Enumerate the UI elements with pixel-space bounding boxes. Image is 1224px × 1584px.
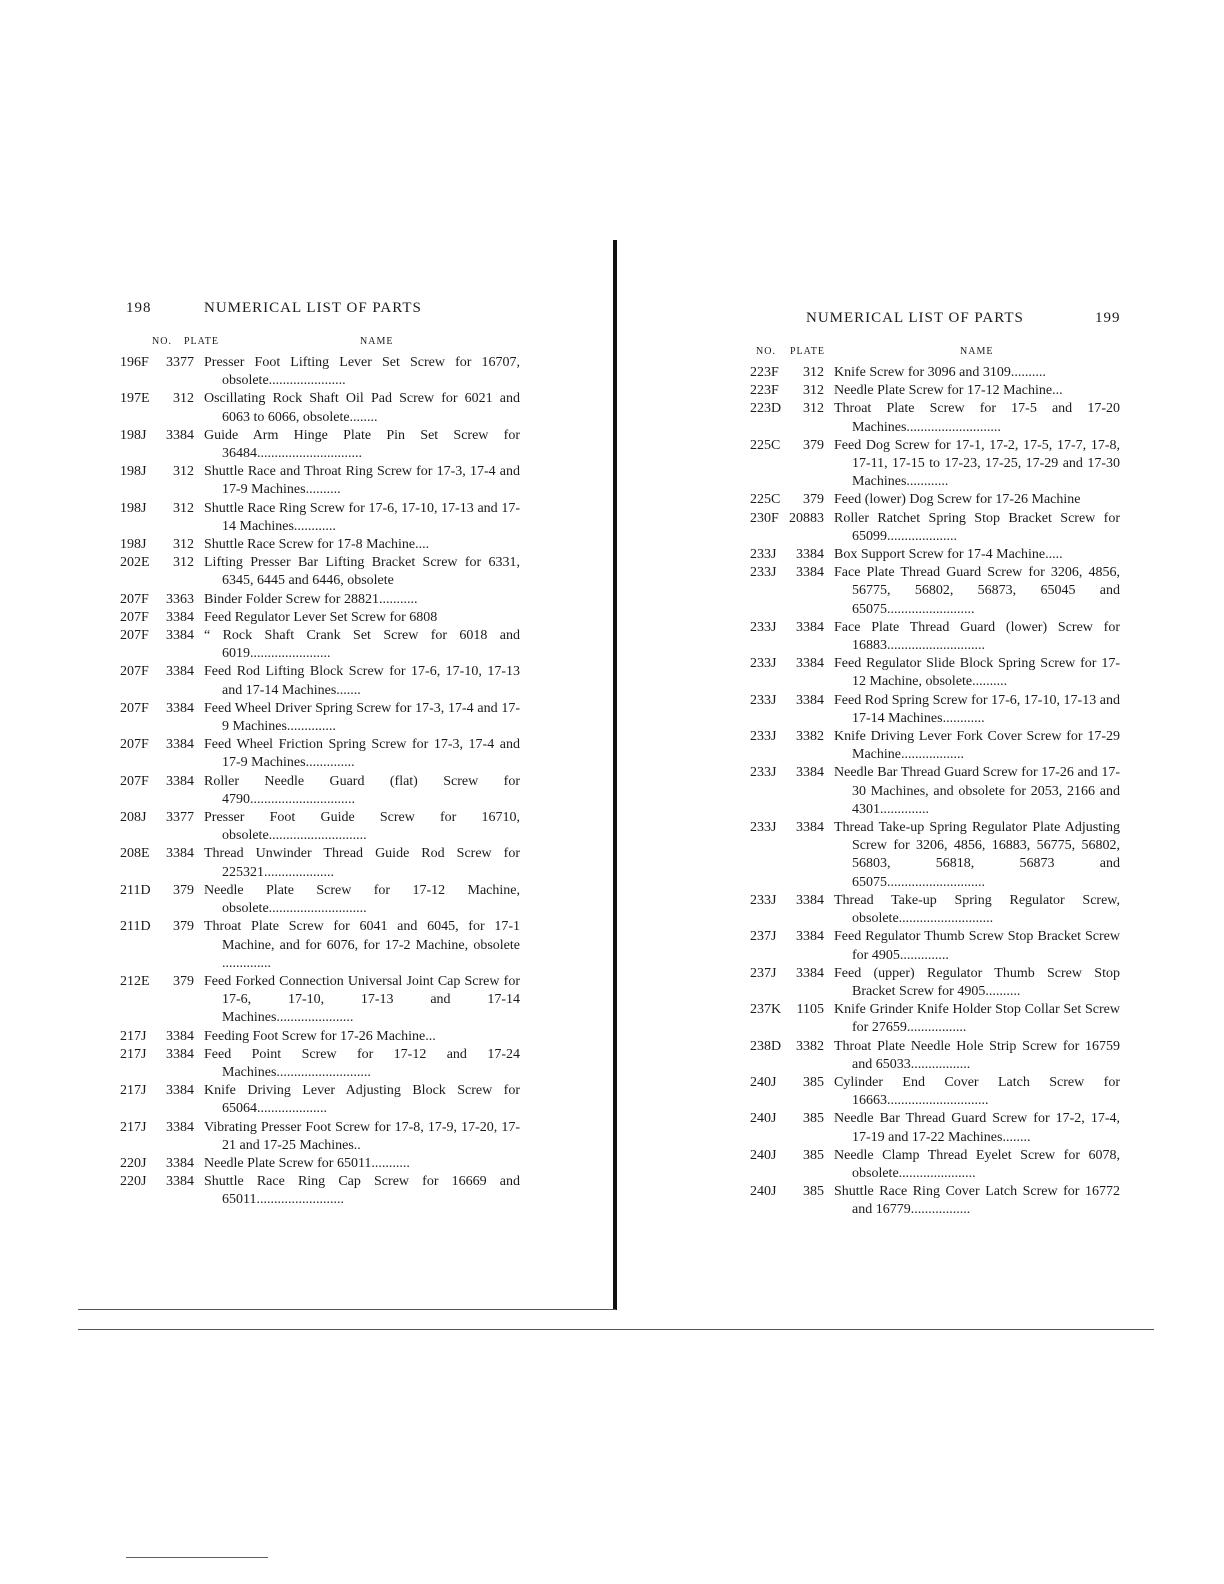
list-item: [120, 554, 520, 590]
col-plate: PLATE: [790, 346, 825, 357]
col-no: NO.: [152, 336, 172, 347]
list-item: [120, 500, 520, 536]
plate-number: 312: [173, 537, 194, 553]
plate-number: 3384: [166, 1046, 194, 1062]
part-name: Feed Regulator Slide Block Spring Screw for 17-12 Machine, obsolete..........: [834, 656, 1120, 690]
part-number: 238D: [750, 1038, 782, 1054]
plate-number: 312: [173, 464, 194, 480]
part-name: Feeding Foot Screw for 17-26 Machine...: [204, 1028, 436, 1044]
left-page: [120, 300, 520, 1210]
list-item: [750, 546, 1120, 564]
list-item: [120, 663, 520, 699]
part-number: 198J: [120, 500, 147, 516]
col-name: NAME: [960, 346, 994, 357]
plate-number: 379: [173, 973, 194, 989]
part-number: 202E: [120, 555, 150, 571]
part-name: Presser Foot Lifting Lever Set Screw for 16707, obsolete......................: [204, 355, 520, 389]
right-page-header: [750, 310, 1120, 338]
part-name: Thread Take-up Spring Regulator Plate Adjusting Screw for 3206, 4856, 16883, 56775, 56802, 56803, 56818, 56873 and 65075............................: [834, 820, 1120, 890]
part-number: 233J: [750, 692, 777, 708]
part-name: Feed Regulator Thumb Screw Stop Bracket Screw for 4905..............: [834, 929, 1120, 963]
part-name: Roller Needle Guard (flat) Screw for 4790..............................: [204, 773, 520, 807]
part-name: Needle Plate Screw for 17-12 Machine...: [834, 383, 1063, 399]
list-item: [120, 918, 520, 973]
part-name: Needle Clamp Thread Eyelet Screw for 6078, obsolete......................: [834, 1147, 1120, 1181]
part-number: 207F: [120, 628, 149, 644]
part-number: 207F: [120, 700, 149, 716]
plate-number: 3384: [796, 820, 824, 836]
right-page: [750, 310, 1120, 1220]
plate-number: 3384: [796, 765, 824, 781]
part-number: 237J: [750, 929, 777, 945]
part-name: Cylinder End Cover Latch Screw for 16663.............................: [834, 1074, 1120, 1109]
list-item: [750, 437, 1120, 492]
plate-number: 3384: [166, 1155, 194, 1171]
list-item: [120, 390, 520, 426]
list-item: [120, 1119, 520, 1155]
left-page-title: NUMERICAL LIST OF PARTS: [204, 300, 422, 316]
left-entries-list: [120, 354, 520, 1210]
left-column-headers: [120, 336, 520, 352]
part-name: Thread Unwinder Thread Guide Rod Screw for 225321....................: [204, 846, 520, 880]
plate-number: 3382: [796, 729, 824, 745]
plate-number: 3377: [166, 810, 194, 826]
part-number: 240J: [750, 1074, 777, 1090]
plate-number: 379: [803, 492, 824, 508]
part-name: Thread Take-up Spring Regulator Screw, obsolete...........................: [834, 892, 1120, 927]
part-name: Needle Plate Screw for 65011...........: [204, 1155, 410, 1171]
plate-number: 385: [803, 1111, 824, 1127]
part-name: Feed Dog Screw for 17-1, 17-2, 17-5, 17-7, 17-8, 17-11, 17-15 to 17-23, 17-25, 17-29 and 17-30 Machines............: [834, 437, 1120, 490]
plate-number: 3384: [796, 929, 824, 945]
part-number: 233J: [750, 820, 777, 836]
list-item: [750, 928, 1120, 964]
part-name: Throat Plate Screw for 6041 and 6045, for 17-1 Machine, and for 6076, for 17-2 Machine, obsolete ..............: [204, 919, 520, 971]
part-name: Box Support Screw for 17-4 Machine.....: [834, 547, 1063, 563]
right-page-number: 199: [1095, 310, 1121, 326]
list-item: [750, 892, 1120, 928]
plate-number: 379: [173, 919, 194, 935]
plate-number: 3384: [796, 619, 824, 635]
left-bottom-rule: [78, 1309, 616, 1310]
plate-number: 385: [803, 1074, 824, 1090]
list-item: [120, 609, 520, 627]
part-number: 207F: [120, 773, 149, 789]
list-item: [750, 692, 1120, 728]
list-item: [120, 1173, 520, 1209]
part-name: Shuttle Race Screw for 17-8 Machine....: [204, 537, 430, 553]
plate-number: 312: [803, 401, 824, 417]
part-name: Knife Grinder Knife Holder Stop Collar Set Screw for 27659.................: [834, 1002, 1120, 1036]
plate-number: 3384: [166, 1028, 194, 1044]
part-number: 198J: [120, 464, 147, 480]
part-number: 225C: [750, 492, 781, 508]
plate-number: 312: [173, 391, 194, 407]
part-name: Needle Bar Thread Guard Screw for 17-2, 17-4, 17-19 and 17-22 Machines........: [834, 1111, 1120, 1145]
list-item: [120, 1082, 520, 1118]
plate-number: 379: [173, 882, 194, 898]
plate-number: 3384: [166, 1083, 194, 1099]
part-number: 217J: [120, 1046, 147, 1062]
part-name: Face Plate Thread Guard Screw for 3206, 4856, 56775, 56802, 56873, 65045 and 65075.........................: [834, 565, 1120, 617]
part-number: 211D: [120, 919, 151, 935]
list-item: [750, 364, 1120, 382]
part-number: 211D: [120, 882, 151, 898]
list-item: [120, 882, 520, 918]
plate-number: 3384: [166, 1174, 194, 1190]
list-item: [750, 728, 1120, 764]
part-number: 233J: [750, 547, 777, 563]
plate-number: 3384: [166, 773, 194, 789]
part-number: 233J: [750, 565, 777, 581]
col-name: NAME: [360, 336, 394, 347]
plate-number: 385: [803, 1147, 824, 1163]
part-name: Shuttle Race Ring Cap Screw for 16669 and 65011.........................: [204, 1174, 520, 1208]
part-name: Feed Forked Connection Universal Joint Cap Screw for 17-6, 17-10, 17-13 and 17-14 Machines......................: [204, 973, 520, 1026]
plate-number: 3384: [166, 628, 194, 644]
plate-number: 3384: [166, 609, 194, 625]
bottom-rule: [78, 1329, 1154, 1330]
plate-number: 312: [173, 555, 194, 571]
list-item: [750, 1110, 1120, 1146]
plate-number: 312: [803, 383, 824, 399]
plate-number: 3384: [796, 565, 824, 581]
part-number: 207F: [120, 664, 149, 680]
part-number: 233J: [750, 892, 777, 908]
part-number: 217J: [120, 1119, 147, 1135]
list-item: [120, 354, 520, 390]
list-item: [750, 1038, 1120, 1074]
plate-number: 3363: [166, 591, 194, 607]
part-number: 223F: [750, 383, 779, 399]
list-item: [750, 382, 1120, 400]
part-name: Feed Regulator Lever Set Screw for 6808: [204, 609, 438, 625]
part-name: Feed Rod Spring Screw for 17-6, 17-10, 17-13 and 17-14 Machines............: [834, 692, 1120, 726]
plate-number: 312: [173, 500, 194, 516]
plate-number: 20883: [789, 510, 824, 526]
plate-number: 3384: [796, 692, 824, 708]
plate-number: 3384: [166, 427, 194, 443]
list-item: [120, 463, 520, 499]
right-entries-list: [750, 364, 1120, 1220]
part-name: Throat Plate Needle Hole Strip Screw for 16759 and 65033.................: [834, 1038, 1120, 1072]
list-item: [750, 491, 1120, 509]
left-page-number: 198: [126, 300, 152, 316]
part-name: Guide Arm Hinge Plate Pin Set Screw for 36484..............................: [204, 427, 520, 462]
part-number: 225C: [750, 437, 781, 453]
part-number: 240J: [750, 1147, 777, 1163]
plate-number: 3384: [166, 846, 194, 862]
plate-number: 3384: [166, 700, 194, 716]
right-column-headers: [750, 346, 1120, 362]
link-underline: [126, 1557, 268, 1558]
plate-number: 3382: [796, 1038, 824, 1054]
part-number: 220J: [120, 1174, 147, 1190]
part-number: 217J: [120, 1083, 147, 1099]
plate-number: 3377: [166, 355, 194, 370]
part-number: 196F: [120, 355, 149, 370]
part-number: 212E: [120, 973, 150, 989]
part-name: Face Plate Thread Guard (lower) Screw for 16883............................: [834, 619, 1120, 654]
list-item: [120, 773, 520, 809]
list-item: [750, 1183, 1120, 1219]
list-item: [120, 973, 520, 1028]
plate-number: 379: [803, 437, 824, 453]
list-item: [120, 627, 520, 663]
list-item: [120, 1046, 520, 1082]
plate-number: 3384: [796, 892, 824, 908]
plate-number: 3384: [166, 737, 194, 753]
part-name: Shuttle Race Ring Screw for 17-6, 17-10, 17-13 and 17-14 Machines............: [204, 500, 520, 534]
list-item: [750, 1001, 1120, 1037]
part-name: Presser Foot Guide Screw for 16710, obsolete............................: [204, 810, 520, 844]
col-no: NO.: [756, 346, 776, 357]
plate-number: 3384: [796, 547, 824, 563]
part-name: Feed Wheel Driver Spring Screw for 17-3, 17-4 and 17-9 Machines..............: [204, 700, 520, 735]
list-item: [120, 809, 520, 845]
list-item: [750, 619, 1120, 655]
part-number: 208J: [120, 810, 147, 826]
list-item: [120, 845, 520, 881]
part-number: 223D: [750, 401, 782, 417]
part-number: 223F: [750, 365, 779, 380]
list-item: [750, 1074, 1120, 1110]
part-number: 237K: [750, 1002, 782, 1018]
list-item: [120, 1028, 520, 1046]
part-name: Feed (upper) Regulator Thumb Screw Stop Bracket Screw for 4905..........: [834, 965, 1120, 999]
plate-number: 3384: [166, 1119, 194, 1135]
list-item: [750, 510, 1120, 546]
list-item: [120, 427, 520, 463]
part-name: Knife Screw for 3096 and 3109..........: [834, 365, 1046, 380]
part-name: Throat Plate Screw for 17-5 and 17-20 Machines...........................: [834, 401, 1120, 435]
part-number: 207F: [120, 737, 149, 753]
part-number: 217J: [120, 1028, 147, 1044]
part-name: Roller Ratchet Spring Stop Bracket Screw for 65099....................: [834, 510, 1120, 544]
list-item: [120, 591, 520, 609]
col-plate: PLATE: [184, 336, 219, 347]
part-name: Needle Bar Thread Guard Screw for 17-26 and 17-30 Machines, and obsolete for 2053, 2166 and 4301..............: [834, 765, 1120, 817]
right-page-title: NUMERICAL LIST OF PARTS: [806, 310, 1024, 326]
part-name: Lifting Presser Bar Lifting Bracket Screw for 6331, 6345, 6445 and 6446, obsolete: [204, 555, 520, 589]
page-gutter-line: [613, 240, 617, 1310]
list-item: [120, 736, 520, 772]
part-name: Binder Folder Screw for 28821...........: [204, 591, 418, 607]
part-number: 237J: [750, 965, 777, 981]
part-name: Shuttle Race and Throat Ring Screw for 17-3, 17-4 and 17-9 Machines..........: [204, 464, 520, 498]
list-item: [120, 536, 520, 554]
list-item: [750, 965, 1120, 1001]
plate-number: 3384: [796, 656, 824, 672]
list-item: [750, 1147, 1120, 1183]
plate-number: 312: [803, 365, 824, 380]
part-name: Oscillating Rock Shaft Oil Pad Screw for 6021 and 6063 to 6066, obsolete........: [204, 391, 520, 425]
plate-number: 3384: [166, 664, 194, 680]
left-page-header: [120, 300, 520, 328]
part-number: 208E: [120, 846, 150, 862]
part-name: Knife Driving Lever Adjusting Block Screw for 65064....................: [204, 1083, 520, 1117]
plate-number: 1105: [796, 1002, 824, 1018]
part-number: 240J: [750, 1111, 777, 1127]
part-number: 207F: [120, 609, 149, 625]
list-item: [750, 400, 1120, 436]
part-name: Feed Rod Lifting Block Screw for 17-6, 17-10, 17-13 and 17-14 Machines.......: [204, 664, 520, 698]
part-number: 230F: [750, 510, 779, 526]
part-number: 233J: [750, 765, 777, 781]
part-name: Feed Wheel Friction Spring Screw for 17-3, 17-4 and 17-9 Machines..............: [204, 737, 520, 771]
part-number: 207F: [120, 591, 149, 607]
part-name: Needle Plate Screw for 17-12 Machine, obsolete............................: [204, 882, 520, 917]
list-item: [750, 564, 1120, 619]
part-name: Feed (lower) Dog Screw for 17-26 Machine: [834, 492, 1081, 508]
part-number: 233J: [750, 656, 777, 672]
list-item: [120, 700, 520, 736]
part-number: 220J: [120, 1155, 147, 1171]
part-name: Feed Point Screw for 17-12 and 17-24 Machines...........................: [204, 1046, 520, 1080]
list-item: [750, 655, 1120, 691]
plate-number: 385: [803, 1184, 824, 1200]
part-number: 198J: [120, 427, 147, 443]
part-name: “ Rock Shaft Crank Set Screw for 6018 and 6019.......................: [204, 628, 520, 662]
part-number: 240J: [750, 1184, 777, 1200]
plate-number: 3384: [796, 965, 824, 981]
part-name: Knife Driving Lever Fork Cover Screw for 17-29 Machine..................: [834, 729, 1120, 763]
part-number: 198J: [120, 537, 147, 553]
part-number: 197E: [120, 391, 150, 407]
part-name: Vibrating Presser Foot Screw for 17-8, 17-9, 17-20, 17-21 and 17-25 Machines..: [204, 1119, 520, 1153]
part-number: 233J: [750, 729, 777, 745]
list-item: [750, 764, 1120, 819]
list-item: [750, 819, 1120, 892]
part-name: Shuttle Race Ring Cover Latch Screw for 16772 and 16779.................: [834, 1184, 1120, 1218]
part-number: 233J: [750, 619, 777, 635]
list-item: [120, 1155, 520, 1173]
